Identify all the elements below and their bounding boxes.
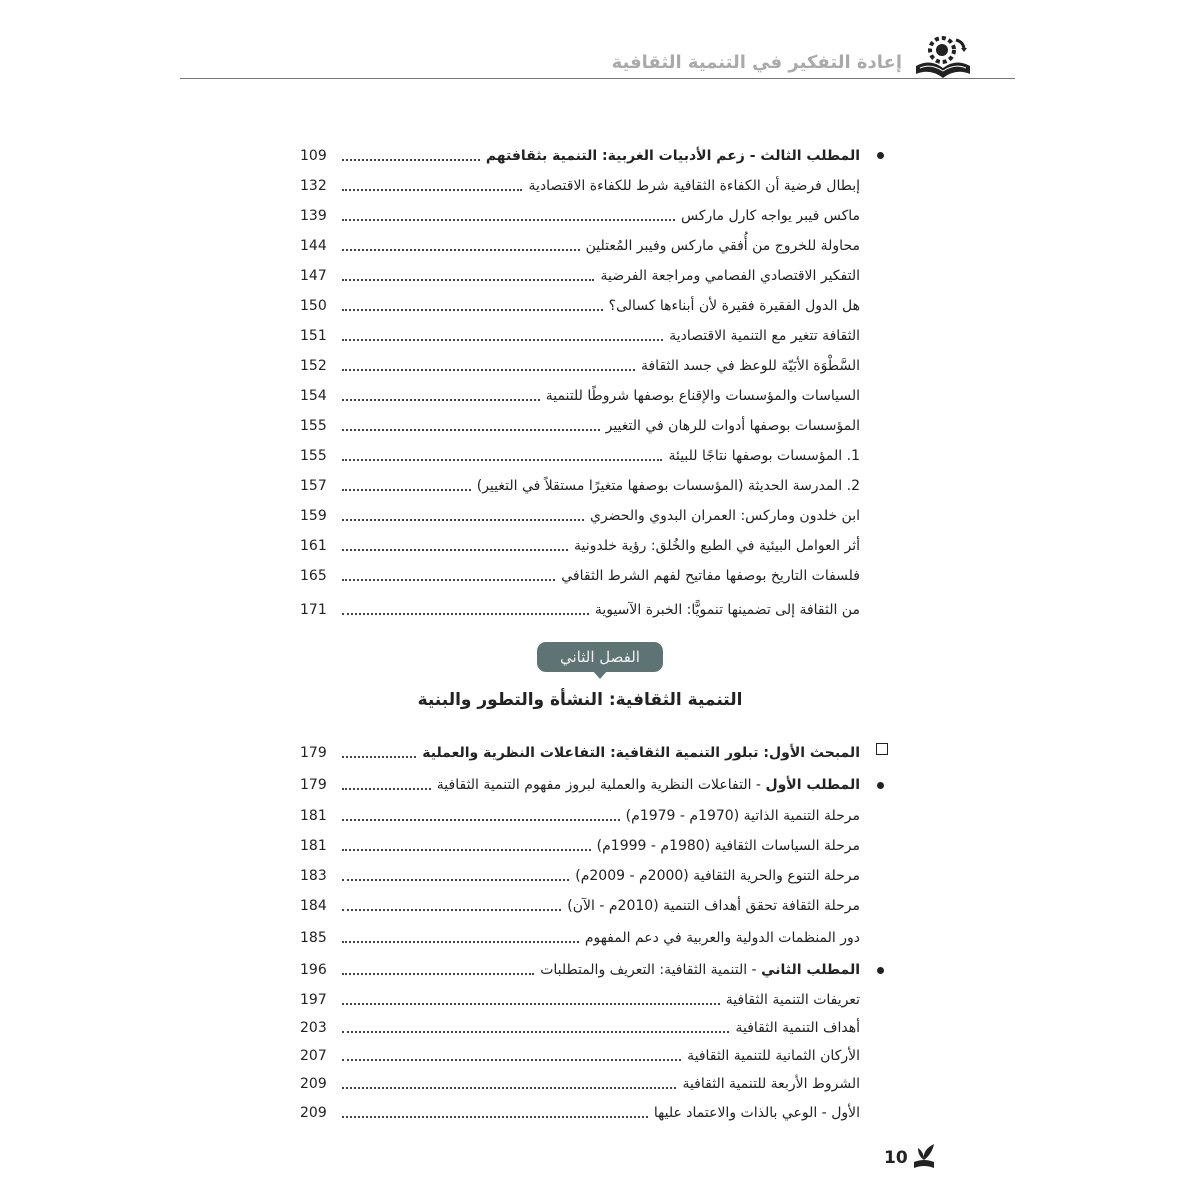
toc-entry-page: 155 (300, 418, 327, 434)
dot-leader (342, 1058, 681, 1061)
toc-entry-title: السَّطْوَة الأبَيّة للوعظ في جسد الثقافة (640, 358, 860, 374)
dot-leader (342, 488, 471, 491)
toc-entry[interactable] (300, 171, 860, 197)
toc-entry[interactable] (300, 1069, 860, 1095)
dot-leader (342, 848, 591, 851)
toc-entry-title: تعريفات التنمية الثقافية (725, 992, 860, 1008)
toc-entry[interactable] (300, 201, 860, 227)
dot-leader (342, 972, 534, 975)
dot-leader (342, 428, 600, 431)
toc-entry-title: الثقافة تتغير مع التنمية الاقتصادية (669, 328, 860, 344)
dot-leader (342, 458, 662, 461)
toc-entry-title: ابن خلدون وماركس: العمران البدوي والحضري (589, 508, 860, 524)
toc-entry[interactable] (300, 923, 860, 949)
toc-entry-title: مرحلة الثقافة تحقق أهداف التنمية (2010م - الآن) (567, 898, 860, 914)
toc-entry-page: 159 (300, 508, 327, 524)
toc-entry-page: 196 (300, 962, 327, 978)
dot-leader (342, 612, 589, 615)
toc-entry[interactable] (300, 261, 860, 287)
toc-entry[interactable] (300, 231, 860, 257)
toc-entry-page: 165 (300, 568, 327, 584)
dot-leader (342, 158, 480, 161)
toc-entry[interactable] (300, 291, 860, 317)
chapter-tab-label: الفصل الثاني (560, 648, 640, 666)
toc-entry-page: 183 (300, 868, 327, 884)
toc-entry-title: هل الدول الفقيرة فقيرة لأن أبناءها كسالى؟ (608, 298, 860, 314)
toc-entry-title: الأركان الثمانية للتنمية الثقافية (687, 1048, 860, 1064)
book-leaf-logo-icon (910, 1140, 938, 1172)
dot-leader (342, 338, 663, 341)
toc-entry-title: أثر العوامل البيئية في الطبع والخُلق: رؤية خلدونية (574, 538, 860, 554)
dot-leader (342, 368, 635, 371)
toc-entry-page: 185 (300, 930, 327, 946)
toc-entry-title: محاولة للخروج من أُفقي ماركس وفيبر المُعتلين (585, 238, 860, 254)
toc-entry[interactable] (300, 738, 860, 764)
toc-entry-title: مرحلة التنمية الذاتية (1970م - 1979م) (625, 808, 860, 824)
dot-leader (342, 1002, 720, 1005)
toc-entry-page: 181 (300, 808, 327, 824)
toc-entry-title: 2. المدرسة الحديثة (المؤسسات بوصفها متغيرًا مستقلاً في التغيير) (476, 478, 860, 494)
dot-leader (342, 308, 603, 311)
toc-entry[interactable] (300, 411, 860, 437)
toc-entry-page: 184 (300, 898, 327, 914)
dot-leader (342, 248, 580, 251)
toc-entry-page: 139 (300, 208, 327, 224)
bullet-icon (877, 152, 884, 159)
toc-entry-title: 1. المؤسسات بوصفها نتاجًا للبيئة (668, 448, 860, 464)
header-rule (180, 78, 1015, 79)
dot-leader (342, 787, 431, 790)
bullet-icon (877, 782, 884, 789)
dot-leader (342, 218, 675, 221)
toc-entry-page: 144 (300, 238, 327, 254)
toc-entry-page: 132 (300, 178, 327, 194)
toc-entry-title: الأول - الوعي بالذات والاعتماد عليها (653, 1105, 860, 1121)
dot-leader (342, 755, 416, 758)
toc-entry-page: 179 (300, 745, 327, 761)
dot-leader (342, 1086, 676, 1089)
toc-entry[interactable] (300, 501, 860, 527)
toc-entry[interactable] (300, 441, 860, 467)
toc-entry-title: المطلب الثاني - التنمية الثقافية: التعريف والمتطلبات (540, 962, 860, 978)
dot-leader (342, 1115, 648, 1118)
toc-entry-page: 150 (300, 298, 327, 314)
dot-leader (342, 398, 540, 401)
dot-leader (342, 818, 620, 821)
toc-entry[interactable] (300, 770, 860, 796)
toc-entry[interactable] (300, 985, 860, 1011)
chapter-title: التنمية الثقافية: النشأة والتطور والبنية (417, 690, 743, 710)
toc-entry-page: 161 (300, 538, 327, 554)
chapter-tab (537, 642, 663, 672)
toc-entry-page: 179 (300, 777, 327, 793)
toc-entry-page: 147 (300, 268, 327, 284)
toc-entry[interactable] (300, 955, 860, 981)
toc-entry-page: 209 (300, 1076, 327, 1092)
toc-entry-page: 197 (300, 992, 327, 1008)
toc-entry-page: 155 (300, 448, 327, 464)
running-header-title: إعادة التفكير في التنمية الثقافية (611, 52, 902, 73)
dot-leader (342, 578, 555, 581)
checkbox-square-icon (876, 743, 888, 755)
toc-entry[interactable] (300, 1013, 860, 1039)
toc-entry-page: 157 (300, 478, 327, 494)
toc-entry-title: أهداف التنمية الثقافية (735, 1020, 860, 1036)
toc-entry-page: 154 (300, 388, 327, 404)
toc-entry-page: 181 (300, 838, 327, 854)
toc-entry-title: السياسات والمؤسسات والإقناع بوصفها شروطًا للتنمية (545, 388, 860, 404)
dot-leader (342, 278, 594, 281)
toc-entry-page: 209 (300, 1105, 327, 1121)
toc-entry-page: 151 (300, 328, 327, 344)
dot-leader (342, 878, 569, 881)
toc-entry[interactable] (300, 1098, 860, 1124)
toc-entry[interactable] (300, 831, 860, 857)
dot-leader (342, 518, 584, 521)
toc-entry-page: 203 (300, 1020, 327, 1036)
dot-leader (342, 908, 561, 911)
toc-entry-page: 171 (300, 602, 327, 618)
toc-entry[interactable] (300, 1041, 860, 1067)
toc-entry[interactable] (300, 801, 860, 827)
bullet-icon (877, 967, 884, 974)
dot-leader (342, 940, 579, 943)
toc-entry-title: المطلب الأول - التفاعلات النظرية والعملية لبروز مفهوم التنمية الثقافية (436, 777, 860, 793)
toc-entry[interactable] (300, 141, 860, 167)
toc-entry-title: الشروط الأربعة للتنمية الثقافية (682, 1076, 860, 1092)
toc-entry-title: التفكير الاقتصادي الفصامي ومراجعة الفرضية (600, 268, 860, 284)
toc-entry-title: إبطال فرضية أن الكفاءة الثقافية شرط للكفاءة الاقتصادية (528, 178, 860, 194)
toc-entry-title: من الثقافة إلى تضمينها تنمويًّا: الخبرة الآسيوية (594, 602, 860, 618)
dot-leader (342, 1030, 729, 1033)
toc-entry-title: دور المنظمات الدولية والعربية في دعم المفهوم (584, 930, 860, 946)
page-number: 10 (884, 1148, 908, 1168)
toc-entry-title: ماكس فيبر يواجه كارل ماركس (680, 208, 860, 224)
toc-entry[interactable] (300, 595, 860, 621)
book-gear-logo-icon (912, 30, 974, 82)
toc-entry-title: المبحث الأول: تبلور التنمية الثقافية: التفاعلات النظرية والعملية (422, 745, 860, 761)
toc-entry-title: فلسفات التاريخ بوصفها مفاتيح لفهم الشرط الثقافي (561, 568, 860, 584)
toc-entry-page: 109 (300, 148, 327, 164)
toc-entry-title: المؤسسات بوصفها أدوات للرهان في التغيير (605, 418, 860, 434)
toc-entry-title: مرحلة السياسات الثقافية (1980م - 1999م) (596, 838, 860, 854)
dot-leader (342, 548, 568, 551)
toc-entry[interactable] (300, 531, 860, 557)
toc-entry-title: مرحلة التنوع والحرية الثقافية (2000م - 2009م) (575, 868, 860, 884)
toc-entry[interactable] (300, 381, 860, 407)
toc-entry-page: 207 (300, 1048, 327, 1064)
toc-entry[interactable] (300, 351, 860, 377)
toc-entry[interactable] (300, 561, 860, 587)
toc-entry[interactable] (300, 861, 860, 887)
toc-entry[interactable] (300, 471, 860, 497)
toc-entry[interactable] (300, 321, 860, 347)
toc-entry[interactable] (300, 891, 860, 917)
toc-entry-title: المطلب الثالث - زعم الأدبيات الغربية: التنمية بثقافتهم (485, 148, 860, 164)
dot-leader (342, 188, 522, 191)
toc-entry-page: 152 (300, 358, 327, 374)
